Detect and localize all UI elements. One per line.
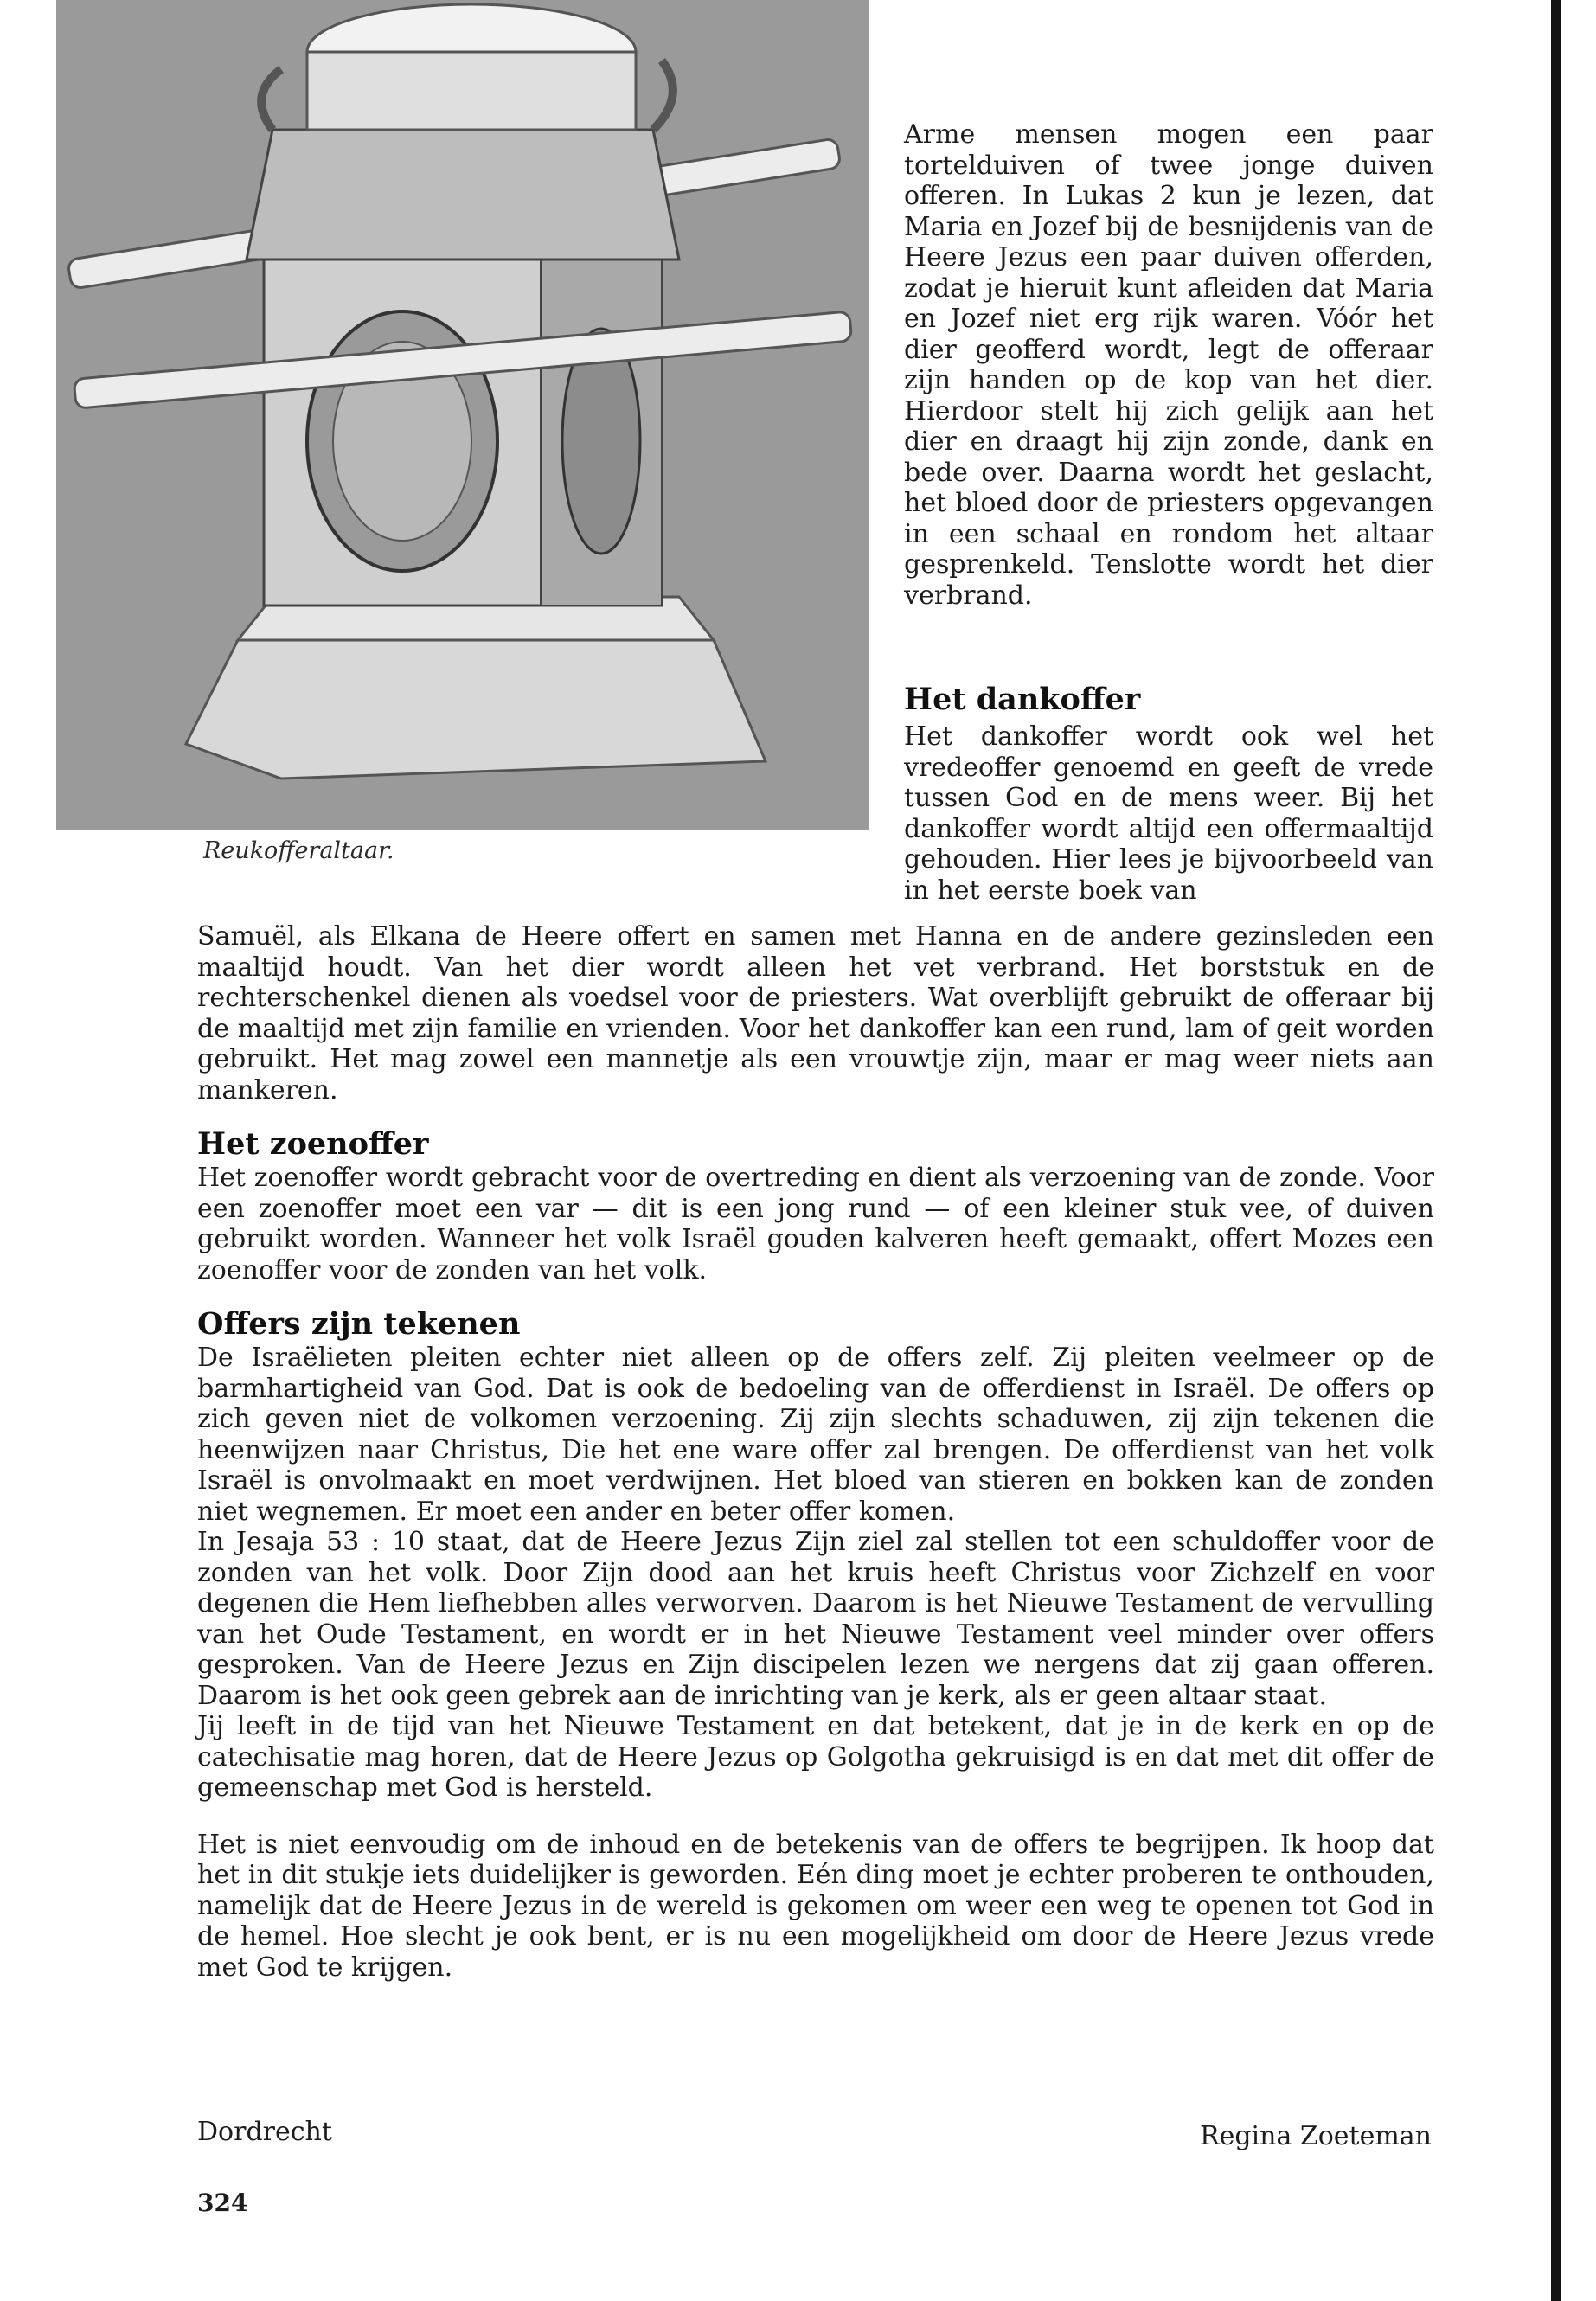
- intro-paragraph: Arme mensen mogen een paar tortelduiven of twee jonge duiven offeren. In Lukas 2 kun je lezen, dat Maria en Jozef bij de besnijdenis van de Heere Jezus een paar duiven offerden, zodat je hieruit kunt afleiden dat Maria en Jozef niet erg rijk waren. Vóór het dier geofferd wordt, legt de offeraar zijn handen op de kop van het dier. Hierdoor stelt hij zich gelijk aan het dier en draagt hij zijn zonde, dank en bede over. Daarna wordt het geslacht, het bloed door de priesters opgevangen in een schaal en rondom het altaar gesprenkeld. Tenslotte wordt het dier verbrand.: [904, 119, 1433, 611]
- right-column-dankoffer: [904, 682, 1433, 906]
- zoenoffer-paragraph: Het zoenoffer wordt gebracht voor de overtreding en dient als verzoening van de zonde. Voor een zoenoffer moet een var — dit is een jong rund — of een kleiner stuk vee, of duiven gebruikt worden. Wanneer het volk Israël gouden kalveren heeft gemaakt, offert Mozes een zoenoffer voor de zonden van het volk.: [197, 1163, 1434, 1285]
- altar-illustration: [56, 0, 869, 830]
- figure-caption: Reukofferaltaar.: [203, 837, 394, 864]
- dankoffer-paragraph-full: Samuël, als Elkana de Heere offert en samen met Hanna en de andere gezinsleden een maaltijd houdt. Van het dier wordt alleen het vet verbrand. Het borststuk en de rechterschenkel dienen als voedsel voor de priesters. Wat overblijft gebruikt de offeraar bij de maaltijd met zijn familie en vrienden. Voor het dankoffer kan een rund, lam of geit worden gebruikt. Het mag zowel een mannetje als een vrouwtje zijn, maar er mag weer niets aan mankeren.: [197, 921, 1434, 1106]
- heading-offers-tekenen: Offers zijn tekenen: [197, 1306, 521, 1342]
- author-signature: Regina Zoeteman: [1199, 2121, 1432, 2151]
- body-text: [197, 921, 1434, 1983]
- right-column-intro: [904, 119, 1433, 611]
- altar-photo: [56, 0, 869, 830]
- tekenen-paragraph-2: In Jesaja 53 : 10 staat, dat de Heere Jezus Zijn ziel zal stellen tot een schuldoffer voor de zonden van het volk. Door Zijn dood aan het kruis heeft Christus voor Zichzelf en voor degenen die Hem liefhebben alles verworven. Daarom is het Nieuwe Testament de vervulling van het Oude Testament, en wordt er in het Nieuwe Testament veel minder over offers gesproken. Van de Heere Jezus en Zijn discipelen lezen we nergens dat zij gaan offeren. Daarom is het ook geen gebrek aan de inrichting van je kerk, als er geen altaar staat.: [197, 1527, 1434, 1711]
- closing-paragraph: Het is niet eenvoudig om de inhoud en de betekenis van de offers te begrijpen. Ik hoop dat het in dit stukje iets duidelijker is geworden. Eén ding moet je echter proberen te onthouden, namelijk dat de Heere Jezus in de wereld is gekomen om weer een weg te openen tot God in de hemel. Hoe slecht je ook bent, er is nu een mogelijkheid om door de Heere Jezus vrede met God te krijgen.: [197, 1829, 1434, 1983]
- page-edge-border: [1551, 0, 1561, 2301]
- page-number: 324: [197, 2189, 248, 2217]
- tekenen-paragraph-3: Jij leeft in de tijd van het Nieuwe Testament en dat betekent, dat je in de kerk en op de catechisatie mag horen, dat de Heere Jezus op Golgotha gekruisigd is en dat met dit offer de gemeenschap met God is hersteld.: [197, 1711, 1434, 1803]
- dankoffer-paragraph-column: Het dankoffer wordt ook wel het vredeoffer genoemd en geeft de vrede tussen God en de mens weer. Bij het dankoffer wordt altijd een offermaaltijd gehouden. Hier lees je bijvoorbeeld van in het eerste boek van: [904, 721, 1433, 906]
- heading-zoenoffer: Het zoenoffer: [197, 1126, 429, 1162]
- tekenen-paragraph-1: De Israëlieten pleiten echter niet alleen op de offers zelf. Zij pleiten veelmeer op de barmhartigheid van God. Dat is ook de bedoeling van de offerdienst in Israël. De offers op zich geven niet de volkomen verzoening. Zij zijn slechts schaduwen, zij zijn tekenen die heenwijzen naar Christus, Die het ene ware offer zal brengen. De offerdienst van het volk Israël is onvolmaakt en moet verdwijnen. Het bloed van stieren en bokken kan de zonden niet wegnemen. Er moet een ander en beter offer komen.: [197, 1343, 1434, 1527]
- place-name: Dordrecht: [197, 2117, 332, 2147]
- heading-dankoffer: Het dankoffer: [904, 682, 1141, 717]
